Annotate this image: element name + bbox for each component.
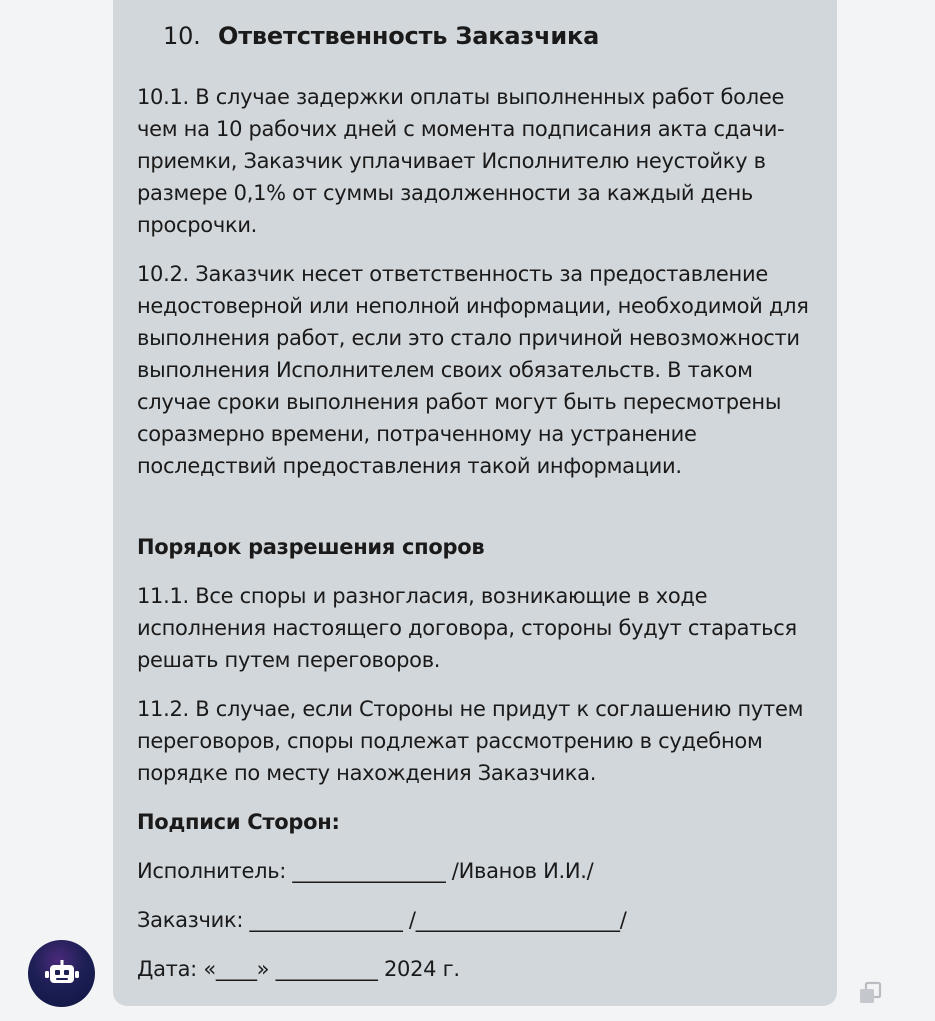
section-title: Ответственность Заказчика bbox=[218, 22, 600, 50]
robot-icon bbox=[45, 960, 79, 988]
signatures-heading: Подписи Сторон: bbox=[137, 810, 340, 834]
paragraph-10-2: 10.2. Заказчик несет ответственность за предоставление недостоверной или неполной информации, необходимой для выполнения работ, если это стало причиной невозможности выполнения Исполнителем своих обязательств. В таком случае сроки выполнения работ могут быть пересмотрены соразмерно времени, потраченному на устранение последствий предоставления такой информации. bbox=[137, 262, 809, 478]
paragraph-10-1: 10.1. В случае задержки оплаты выполненных работ более чем на 10 рабочих дней с момента подписания акта сдачи-приемки, Заказчик уплачивает Исполнителю неустойку в размере 0,1% от суммы задолженности за каждый день просрочки. bbox=[137, 85, 785, 237]
copy-icon bbox=[858, 981, 884, 1005]
customer-signature-line: Заказчик: _______________ /____________________/ bbox=[137, 908, 627, 932]
date-line: Дата: «____» __________ 2024 г. bbox=[137, 957, 460, 981]
paragraph-11-2: 11.2. В случае, если Стороны не придут к соглашению путем переговоров, споры подлежат рассмотрению в судебном порядке по месту нахождения Заказчика. bbox=[137, 697, 804, 785]
disputes-heading: Порядок разрешения споров bbox=[137, 535, 485, 559]
copy-button[interactable] bbox=[858, 981, 884, 1005]
paragraph-11-1: 11.1. Все споры и разногласия, возникающие в ходе исполнения настоящего договора, стороны будут стараться решать путем переговоров. bbox=[137, 584, 797, 672]
section-heading bbox=[163, 18, 599, 54]
section-number: 10. bbox=[163, 22, 201, 50]
executor-signature-line: Исполнитель: _______________ /Иванов И.И./ bbox=[137, 859, 594, 883]
assistant-avatar[interactable] bbox=[28, 940, 95, 1007]
